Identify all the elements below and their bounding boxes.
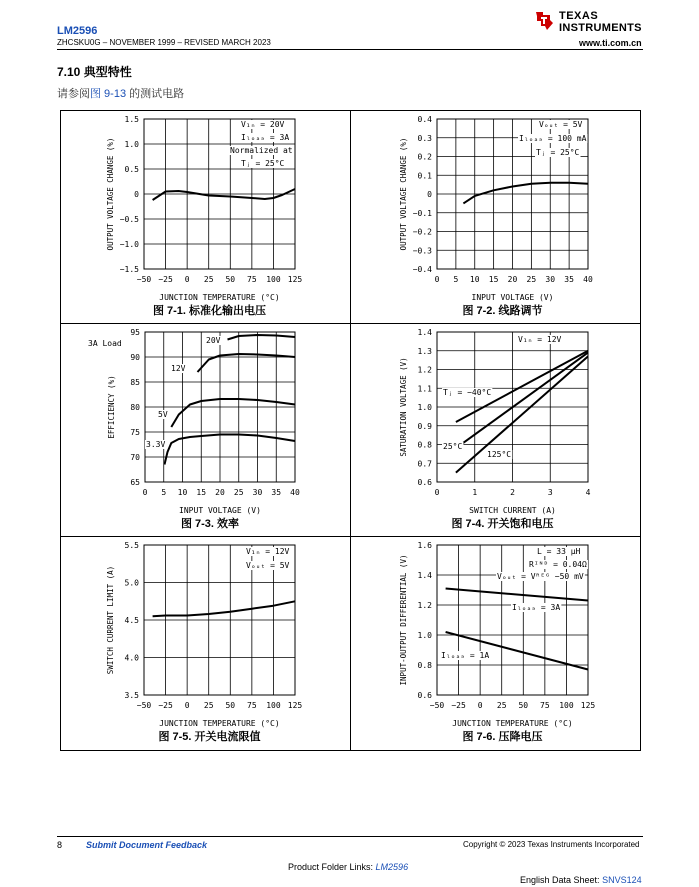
chart-dropout-voltage: [351, 537, 640, 750]
chart-annotation: 125°C: [487, 450, 512, 459]
chart-annotation: Tⱼ = 25°C: [536, 148, 580, 157]
chart-annotation: 5V: [158, 410, 168, 419]
tick-label-x: 125: [287, 701, 303, 710]
page-number: 8: [57, 840, 63, 850]
chart-annotation: Vₒᵤₜ = 5V: [246, 561, 290, 570]
tick-label-y: 90: [130, 353, 140, 362]
folder-label: Product Folder Links:: [288, 862, 376, 872]
ds-link[interactable]: SNVS124: [602, 875, 642, 885]
tick-label-y: −1.0: [119, 240, 139, 249]
submit-feedback-link[interactable]: Submit Document Feedback: [86, 840, 208, 850]
section-intro: [57, 85, 184, 101]
chart-annotation: Tⱼ = 25°C: [241, 159, 285, 168]
tick-label-y: 1.1: [417, 384, 432, 394]
tick-label-x: 3: [547, 488, 553, 497]
intro-suffix: 的测试电路: [126, 88, 185, 100]
tick-label-x: 0: [434, 275, 440, 284]
tick-label-x: 30: [545, 275, 556, 284]
x-axis-label: JUNCTION TEMPERATURE (°C): [159, 719, 280, 728]
y-axis-label: SWITCH CURRENT LIMIT (A): [106, 565, 115, 675]
tick-label-x: 15: [488, 275, 499, 284]
series-line: [165, 435, 296, 465]
tick-label-y: 1.4: [417, 328, 432, 337]
product-folder-links: [288, 862, 408, 872]
tick-label-x: 25: [233, 488, 244, 497]
tick-label-x: 40: [583, 275, 593, 284]
tick-label-x: 25: [526, 275, 537, 284]
tick-label-y: 0.6: [417, 478, 432, 487]
tick-label-x: 35: [271, 488, 282, 497]
chart-annotation: V₁ₙ = 20V: [241, 120, 285, 129]
tick-label-y: 0.8: [417, 440, 432, 450]
chart-annotation: 20V: [206, 336, 221, 345]
y-axis-label: INPUT-OUTPUT DIFFERENTIAL (V): [399, 554, 408, 686]
series-line: [456, 353, 588, 449]
chart-annotation: Iₗₒₐₔ = 3A: [241, 133, 290, 142]
chart-switch-current-limit: [61, 537, 350, 750]
x-axis-label: SWITCH CURRENT (A): [469, 506, 556, 515]
tick-label-x: 35: [564, 275, 574, 284]
tick-label-x: 0: [434, 488, 440, 497]
chart-annotation: Vₒᵤₜ = Vᴿᴱᴳ −50 mV: [497, 572, 584, 581]
figure-link[interactable]: 图 9-13: [90, 88, 127, 100]
site-url[interactable]: www.ti.com.cn: [579, 38, 642, 48]
tick-label-y: 1.2: [417, 365, 432, 375]
tick-label-y: 0.5: [124, 165, 139, 174]
figure-caption: 图 7-4. 开关饱和电压: [451, 518, 554, 530]
figure-caption: 图 7-5. 开关电流限值: [158, 731, 261, 743]
chart-annotation: 3A Load: [88, 339, 122, 348]
tick-label-x: 20: [507, 275, 518, 284]
tick-label-y: 0.2: [417, 152, 432, 162]
x-axis-label: INPUT VOLTAGE (V): [471, 293, 554, 302]
tick-label-x: 50: [225, 275, 236, 284]
tick-label-x: 50: [225, 701, 236, 710]
footer-rule: [57, 836, 643, 837]
chart-annotation: Normalized at: [230, 146, 293, 155]
tick-label-y: 0: [427, 190, 432, 199]
x-axis-label: INPUT VOLTAGE (V): [179, 506, 261, 515]
ti-logo-icon: [533, 10, 555, 32]
chart-annotation: Rᴵᴺᴰ = 0.04Ω: [529, 560, 587, 569]
tick-label-x: 100: [266, 275, 281, 284]
ti-brand-top: TEXAS: [559, 10, 599, 22]
tick-label-y: −0.5: [119, 215, 139, 224]
tick-label-y: −1.5: [119, 265, 139, 274]
chart-annotation: Iₗₒₐₔ = 100 mA: [519, 134, 587, 143]
figure-caption: 图 7-6. 压降电压: [462, 731, 543, 743]
tick-label-x: −25: [158, 701, 173, 710]
tick-label-y: 1.0: [417, 631, 432, 640]
tick-label-y: 3.5: [124, 691, 139, 700]
chart-normalized-output-voltage: [61, 111, 350, 323]
tick-label-y: 4.0: [124, 653, 139, 663]
tick-label-y: 0.1: [417, 171, 432, 181]
figure-caption: 图 7-3. 效率: [180, 518, 240, 530]
tick-label-y: 5.5: [124, 541, 139, 550]
tick-label-x: 100: [559, 701, 574, 710]
y-axis-label: OUTPUT VOLTAGE CHANGE (%): [106, 137, 115, 251]
chart-annotation: Vₒᵤₜ = 5V: [539, 120, 583, 129]
part-number[interactable]: LM2596: [57, 25, 98, 37]
tick-label-x: 40: [290, 488, 300, 497]
tick-label-x: 25: [203, 275, 214, 284]
tick-label-x: 4: [585, 488, 591, 497]
tick-label-y: 75: [130, 428, 140, 437]
tick-label-x: 125: [287, 275, 303, 284]
tick-label-x: −50: [136, 701, 152, 710]
tick-label-x: −50: [136, 275, 152, 284]
tick-label-y: 1.5: [124, 115, 139, 124]
tick-label-x: 0: [184, 275, 190, 284]
chart-annotation: 3.3V: [146, 440, 166, 449]
series-line: [456, 356, 588, 472]
tick-label-y: 70: [130, 453, 140, 462]
tick-label-x: −25: [158, 275, 173, 284]
tick-label-x: 20: [215, 488, 225, 497]
tick-label-x: 75: [247, 701, 257, 710]
y-axis-label: SATURATION VOLTAGE (V): [399, 357, 408, 457]
tick-label-x: 75: [540, 701, 550, 710]
tick-label-x: 125: [580, 701, 596, 710]
tick-label-y: −0.1: [412, 208, 432, 218]
ti-brand-bottom: INSTRUMENTS: [559, 22, 642, 34]
chart-annotation: L = 33 μH: [537, 547, 581, 556]
chart-line-regulation: [351, 111, 640, 323]
chart-efficiency: [61, 324, 350, 536]
chart-annotation: V₁ₙ = 12V: [518, 335, 562, 344]
tick-label-y: 0.3: [417, 133, 432, 143]
tick-label-y: 85: [130, 378, 140, 387]
tick-label-y: 65: [130, 478, 140, 487]
tick-label-x: 50: [518, 701, 529, 710]
tick-label-x: −50: [429, 701, 445, 710]
chart-annotation: V₁ₙ = 12V: [246, 547, 290, 556]
tick-label-x: 1: [472, 488, 478, 497]
series-line: [456, 351, 588, 422]
tick-label-y: 1.0: [124, 140, 139, 149]
tick-label-y: 0.7: [417, 459, 432, 469]
tick-label-x: 5: [161, 488, 167, 497]
chart-annotation: Tⱼ = −40°C: [443, 388, 492, 397]
tick-label-x: 30: [252, 488, 263, 497]
tick-label-y: 5.0: [124, 578, 139, 588]
chart-annotation: 25°C: [443, 442, 463, 451]
figure-caption: 图 7-2. 线路调节: [462, 305, 543, 317]
copyright: Copyright © 2023 Texas Instruments Incorporated: [463, 840, 640, 849]
tick-label-y: 1.0: [417, 403, 432, 412]
section-title: 7.10 典型特性: [57, 65, 132, 79]
x-axis-label: JUNCTION TEMPERATURE (°C): [452, 719, 573, 728]
tick-label-y: 0.6: [417, 691, 432, 700]
tick-label-y: 4.5: [124, 616, 139, 625]
tick-label-x: 5: [453, 275, 459, 284]
tick-label-y: 95: [130, 328, 140, 337]
tick-label-x: 10: [177, 488, 188, 497]
tick-label-y: 80: [130, 403, 140, 412]
tick-label-y: 0.8: [417, 661, 432, 670]
tick-label-x: −25: [451, 701, 466, 710]
intro-prefix: 请参阅: [57, 88, 90, 100]
tick-label-y: 1.4: [417, 571, 432, 580]
tick-label-y: 1.6: [417, 541, 432, 550]
tick-label-x: 2: [510, 488, 515, 497]
tick-label-x: 0: [477, 701, 483, 710]
chart-annotation: Iₗₒₐₔ = 1A: [441, 651, 490, 660]
tick-label-x: 0: [142, 488, 148, 497]
ti-logo[interactable]: [533, 8, 643, 36]
tick-label-y: −0.3: [412, 246, 432, 256]
tick-label-y: −0.2: [412, 227, 432, 237]
tick-label-x: 25: [203, 701, 214, 710]
y-axis-label: OUTPUT VOLTAGE CHANGE (%): [399, 137, 408, 251]
tick-label-x: 15: [196, 488, 207, 497]
tick-label-y: 1.3: [417, 346, 432, 356]
series-line: [228, 335, 296, 340]
tick-label-x: 10: [469, 275, 480, 284]
tick-label-y: 1.2: [417, 601, 432, 610]
folder-link[interactable]: LM2596: [375, 862, 409, 872]
tick-label-y: 0.9: [417, 421, 432, 431]
doc-revision-line: ZHCSKU0G – NOVEMBER 1999 – REVISED MARCH 2023: [57, 38, 271, 47]
tick-label-x: 75: [247, 275, 257, 284]
chart-annotation: Iₗₒₐₔ = 3A: [512, 603, 561, 612]
tick-label-y: 0.4: [417, 115, 432, 124]
tick-label-x: 25: [496, 701, 507, 710]
figure-caption: 图 7-1. 标准化输出电压: [152, 305, 267, 317]
tick-label-y: −0.4: [412, 265, 432, 274]
chart-switch-saturation-voltage: [351, 324, 640, 536]
tick-label-x: 100: [266, 701, 281, 710]
y-axis-label: EFFICIENCY (%): [107, 375, 116, 439]
x-axis-label: JUNCTION TEMPERATURE (°C): [159, 293, 280, 302]
chart-annotation: 12V: [171, 364, 186, 373]
tick-label-x: 0: [184, 701, 190, 710]
header-rule: [57, 49, 643, 50]
english-datasheet: [520, 875, 642, 885]
tick-label-y: 0: [134, 190, 139, 199]
ds-label: English Data Sheet:: [520, 875, 603, 885]
